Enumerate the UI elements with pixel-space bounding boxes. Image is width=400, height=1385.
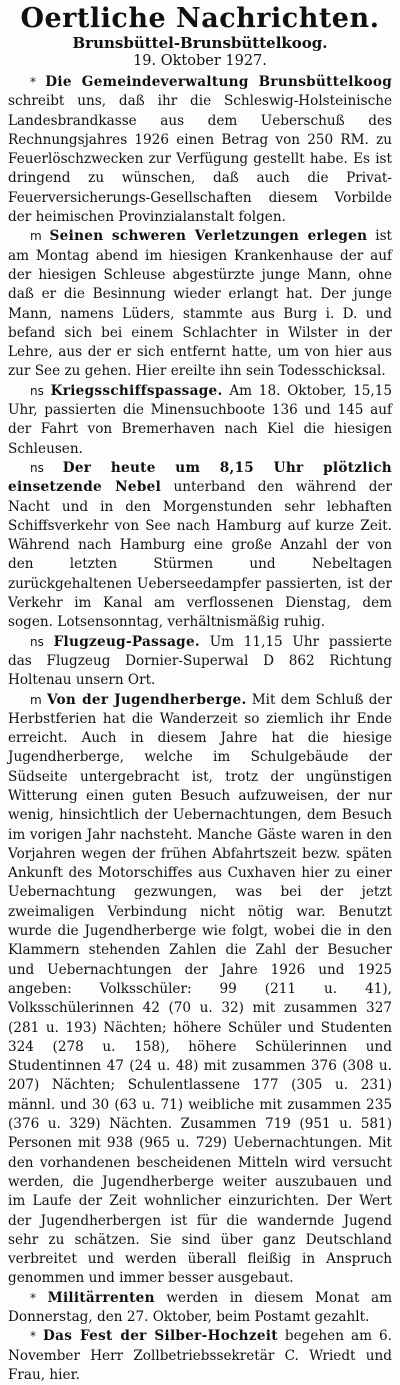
item-marker: * xyxy=(30,1329,36,1344)
news-item-warship-passage xyxy=(8,382,392,459)
headline: Oertliche Nachrichten. xyxy=(20,3,380,34)
item-lead: Seinen schweren Verletzungen erlegen xyxy=(49,228,368,245)
item-body: ist am Montag abend im hiesigen Krankenhause der auf der hiesigen Schleuse abgestürzte junge Mann, ohne daß er die Besinnung wieder erlangt hat. Der junge Mann, namens Lüders, stammte aus Burg i. D. und befand sich bei einem Schlachter in Wilster in der Lehre, aus der er sich entfernt hatte, um von hier aus zur See zu gehen. Hier ereilte ihn sein Todesschicksal. xyxy=(8,228,393,380)
item-body: Mit dem Schluß der Herbstferien hat die Wanderzeit so ziemlich ihr Ende erreicht. Auch in diesem Jahre hat die hiesige Jugendherberge, welche im Schulgebäude der Südseite untergebracht ist, trotz der ungünstigen Witterung einen guten Besuch aufzuweisen, der nur wenig, hinsichtlich der Uebernachtungen, dem Besuch im vorigen Jahr nachsteht. Manche Gäste waren in den Vorjahren wegen der frühen Abfahrtszeit bezw. späten Ankunft des Motorschiffes aus Cuxhaven hier zu einer Uebernachtung gezwungen, was bei der jetzt zweimaligen Verbindung nicht nötig war. Benutzt wurde die Jugendherberge wie folgt, wobei die in den Klammern stehenden Zahlen die Zahl der Besucher und Uebernachtungen der Jahre 1926 und 1925 angeben: Volksschüler: 99 (211 u. 41), Volksschülerinnen 42 (70 u. 32) mit zusammen 327 (281 u. 193) Nächten; höhere Schüler und Studenten 324 (278 u. 158), höhere Schülerinnen und Studentinnen 47 (24 u. 48) mit zusammen 376 (308 u. 207) Nächten; Schulentlassene 177 (305 u. 231) männl. und 30 (63 u. 71) weibliche mit zusammen 235 (376 u. 329) Nächten. Zusammen 719 (951 u. 581) Personen mit 938 (965 u. 729) Uebernachtungen. Mit den vorhandenen bescheidenen Mitteln wird versucht werden, die Jugendherberge weiter auszubauen und im Laufe der Zeit wohnlicher einzurichten. Der Wert der Jugendherbergen ist für die wandernde Jugend sehr zu schätzen. Sie sind über ganz Deutschland verbreitet und werden überall fleißig in Anspruch genommen und immer besser ausgebaut. xyxy=(8,691,392,1287)
news-item-fog xyxy=(8,459,392,633)
item-marker: * xyxy=(30,1290,36,1305)
item-body: werden in diesem Monat am Donnerstag, den 27. Oktober, beim Postamt gezahlt. xyxy=(8,1289,393,1325)
item-marker: * xyxy=(30,75,36,89)
item-marker: ns xyxy=(30,383,44,398)
news-item-fatal-injury xyxy=(8,227,392,381)
news-item-fire-fund xyxy=(8,73,392,227)
item-marker: m xyxy=(30,692,42,707)
news-item-silver-wedding xyxy=(8,1327,392,1385)
item-marker: m xyxy=(30,229,42,244)
item-body: Um 11,15 Uhr passierte das Flugzeug Dornier-Superwal D 862 Richtung Holtenau unsern Ort. xyxy=(8,633,393,689)
item-lead: Das Fest der Silber-Hochzeit xyxy=(43,1328,278,1345)
news-item-military-pensions xyxy=(8,1289,392,1328)
item-lead: Militärrenten xyxy=(47,1289,155,1306)
news-item-youth-hostel xyxy=(8,691,392,1289)
item-lead: Die Gemeindeverwaltung Brunsbüttelkoog xyxy=(45,74,393,90)
item-body: unterband den während der Nacht und in den Morgenstunden sehr lebhaften Schiffsverkehr von See nach Hamburg auf kurze Zeit. Während nach Hamburg eine große Anzahl der von den letzten Stürmen und Nebeltagen zurückgehaltenen Ueberseedampfer passierten, ist der Verkehr im Kanal am verflossenen Dienstag, dem sogen. Lotsensonntag, verhältnismäßig ruhig. xyxy=(8,479,392,631)
location-subhead: Brunsbüttel-Brunsbüttelkoog. xyxy=(72,34,328,52)
item-lead: Von der Jugendherberge. xyxy=(46,691,247,708)
item-body: Am 18. Oktober, 15,15 Uhr, passierten die Minensuchboote 136 und 145 auf der Fahrt von Bremerhaven nach Kiel die hiesigen Schleusen. xyxy=(8,382,392,457)
item-lead: Kriegsschiffspassage. xyxy=(50,382,223,399)
dateline: 19. Oktober 1927. xyxy=(133,53,267,69)
item-body: schreibt uns, daß ihr die Schleswig-Holsteinische Landesbrandkasse aus dem Ueberschuß des Rechnungsjahres 1926 einen Betrag von 250 RM. zu Feuerlöschzwecken zur Verfügung gestellt habe. Es ist dringend zu wünschen, daß auch die Privat-Feuerversicherungs-Gesellschaften diesem Vorbilde der heimischen Provinzialanstalt folgen. xyxy=(8,93,392,226)
item-lead: Flugzeug-Passage. xyxy=(53,633,200,650)
item-lead: Der heute um 8,15 Uhr plötzlich einsetzende Nebel xyxy=(8,459,392,496)
item-body: begehen am 6. November Herr Zollbetriebssekretär C. Wriedt und Frau, hier. xyxy=(8,1328,393,1383)
item-marker: ns xyxy=(30,634,44,649)
item-marker: ns xyxy=(30,460,44,475)
news-item-aircraft-passage xyxy=(8,633,392,691)
